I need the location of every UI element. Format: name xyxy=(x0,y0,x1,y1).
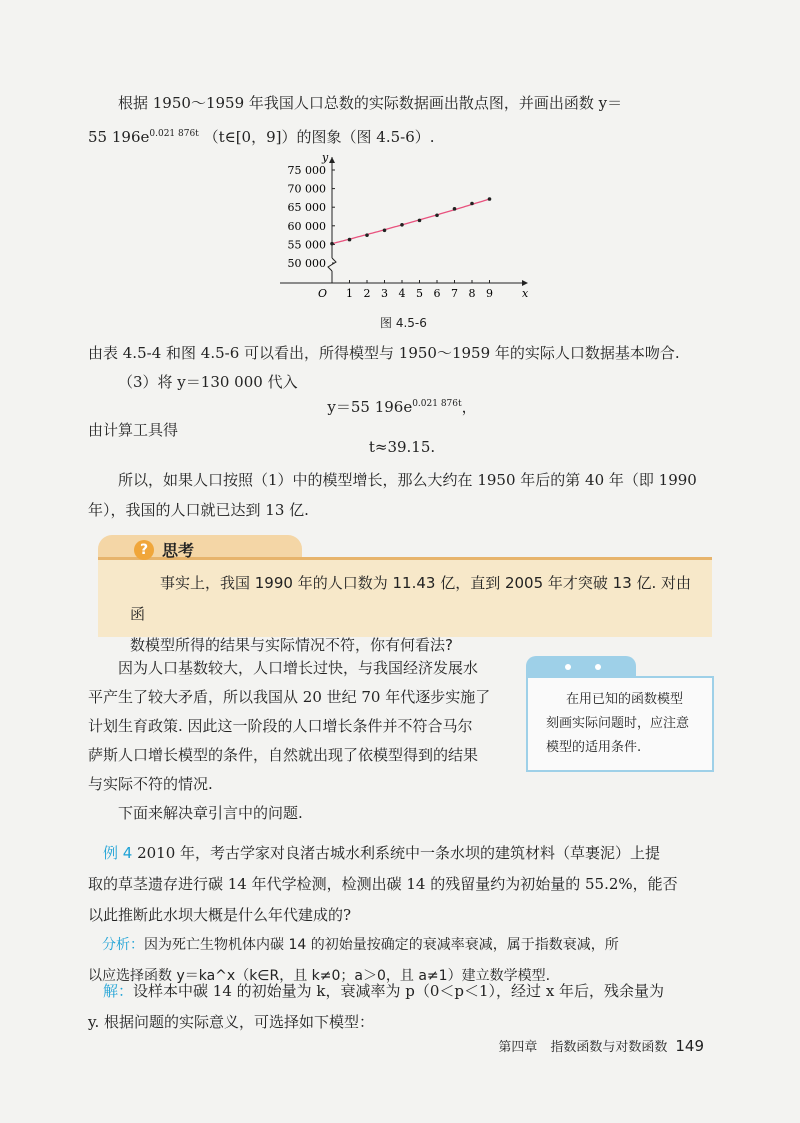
example-line-3: 以此推断此水坝大概是什么年代建成的? xyxy=(88,906,352,924)
y-tick-label: 65 000 xyxy=(287,201,326,215)
data-point xyxy=(383,228,387,232)
intro-line-1: 根据 1950～1959 年我国人口总数的实际数据画出散点图，并画出函数 y＝ xyxy=(118,94,623,112)
formula-1 xyxy=(88,396,716,417)
intro-domain: （t∈[0，9]）的图象（图 4.5-6）. xyxy=(203,128,435,146)
example-label: 例 4 xyxy=(103,844,133,862)
intro-formula-exponent: 0.021 876t xyxy=(149,129,199,139)
formula-1-exponent: 0.021 876t xyxy=(412,399,462,409)
example-line-2: 取的草茎遗存进行碳 14 年代学检测，检测出碳 14 的残留量约为初始量的 55.2%，能否 xyxy=(88,875,678,893)
example-line-1: 2010 年，考古学家对良渚古城水利系统中一条水坝的建筑材料（草裹泥）上提 xyxy=(137,844,661,862)
scatter-chart xyxy=(270,145,540,305)
origin-label: O xyxy=(318,287,328,300)
x-tick-label: 8 xyxy=(468,287,476,300)
x-tick-label: 2 xyxy=(363,287,371,300)
think-text xyxy=(130,568,700,661)
x-axis-arrow xyxy=(522,280,528,286)
solution-label: 解： xyxy=(103,982,134,1000)
y-axis-arrow xyxy=(329,157,335,163)
x-tick-label: 5 xyxy=(416,287,423,300)
data-point xyxy=(365,233,369,237)
formula-2: t≈39.15. xyxy=(368,438,436,456)
explain-line-6: 下面来解决章引言中的问题. xyxy=(118,804,303,822)
result-line-2: 年），我国的人口就已达到 13 亿. xyxy=(88,501,309,519)
data-point xyxy=(348,238,352,242)
explain-line-2: 平产生了较大矛盾，所以我国从 20 世纪 70 年代逐步实施了 xyxy=(88,688,491,706)
x-tick-label: 1 xyxy=(346,287,353,300)
think-title: 思考 xyxy=(162,541,195,560)
side-note-line-2: 刻画实际问题时，应注意 xyxy=(546,716,690,731)
formula-1-end: ， xyxy=(461,398,477,416)
x-tick-label: 6 xyxy=(433,287,441,300)
analysis-line-2: 以应选择函数 y＝ka^x（k∈R，且 k≠0；a＞0，且 a≠1）建立数学模型. xyxy=(88,968,551,984)
page-number: 149 xyxy=(675,1037,704,1055)
solution-line-2: y. 根据问题的实际意义，可选择如下模型： xyxy=(88,1013,375,1031)
result-line-1: 所以，如果人口按照（1）中的模型增长，那么大约在 1950 年后的第 40 年（即 1990 xyxy=(118,471,697,489)
x-tick-label: 3 xyxy=(381,287,388,300)
think-line-1: 事实上，我国 1990 年的人口数为 11.43 亿，直到 2005 年才突破 13 亿. 对由函 xyxy=(130,574,692,623)
data-point xyxy=(488,197,492,201)
y-tick-label: 70 000 xyxy=(287,182,326,196)
formula-1-base: y＝55 196e xyxy=(327,398,413,416)
chapter-title: 第四章 指数函数与对数函数 xyxy=(498,1040,668,1055)
axis-break xyxy=(328,258,336,271)
data-point xyxy=(330,242,334,246)
page-footer xyxy=(498,1036,704,1055)
example-4 xyxy=(88,838,716,931)
model-curve xyxy=(332,199,490,244)
calc-line: 由计算工具得 xyxy=(88,421,179,439)
question-icon: ? xyxy=(134,540,154,560)
substitute-line: （3）将 y＝130 000 代入 xyxy=(118,373,298,391)
analysis-line-1: 因为死亡生物机体内碳 14 的初始量按确定的衰减率衰减，属于指数衰减，所 xyxy=(144,937,619,953)
explain-line-1: 因为人口基数较大，人口增长过快，与我国经济发展水 xyxy=(118,659,479,677)
side-note-line-1: 在用已知的函数模型 xyxy=(566,692,684,707)
side-note-text xyxy=(546,688,706,760)
x-tick-label: 4 xyxy=(398,287,406,300)
intro-formula: 55 196e xyxy=(88,128,150,146)
y-axis-label: y xyxy=(322,151,329,164)
side-note-dot-left xyxy=(565,664,571,670)
data-point xyxy=(435,213,439,217)
intro-paragraph xyxy=(88,88,716,153)
solution-line-1: 设样本中碳 14 的初始量为 k，衰减率为 p（0＜p＜1），经过 x 年后，残余量为 xyxy=(133,982,665,1000)
explanation-paragraph xyxy=(88,654,518,828)
figure-caption: 图 4.5-6 xyxy=(380,316,427,330)
data-point xyxy=(400,223,404,227)
y-tick-label: 60 000 xyxy=(287,219,326,233)
data-point xyxy=(418,219,422,223)
x-axis-label: x xyxy=(522,287,529,300)
side-note-line-3: 模型的适用条件. xyxy=(546,740,642,755)
data-point xyxy=(453,207,457,211)
solution xyxy=(88,976,716,1038)
conclusion-paragraph: 由表 4.5-4 和图 4.5-6 可以看出，所得模型与 1950～1959 年的实际人口数据基本吻合. xyxy=(88,344,680,362)
explain-line-3: 计划生育政策. 因此这一阶段的人口增长条件并不符合马尔 xyxy=(88,717,473,735)
explain-line-4: 萨斯人口增长模型的条件，自然就出现了依模型得到的结果 xyxy=(88,746,479,764)
y-tick-label: 55 000 xyxy=(287,238,326,252)
data-point xyxy=(470,202,474,206)
side-note-dot-right xyxy=(595,664,601,670)
x-tick-label: 7 xyxy=(451,287,458,300)
x-tick-label: 9 xyxy=(486,287,493,300)
think-line-2: 数模型所得的结果与实际情况不符，你有何看法? xyxy=(130,636,453,654)
analysis-label: 分析： xyxy=(102,937,144,953)
y-tick-label: 50 000 xyxy=(287,257,326,270)
y-tick-label: 75 000 xyxy=(287,164,326,177)
explain-line-5: 与实际不符的情况. xyxy=(88,775,213,793)
